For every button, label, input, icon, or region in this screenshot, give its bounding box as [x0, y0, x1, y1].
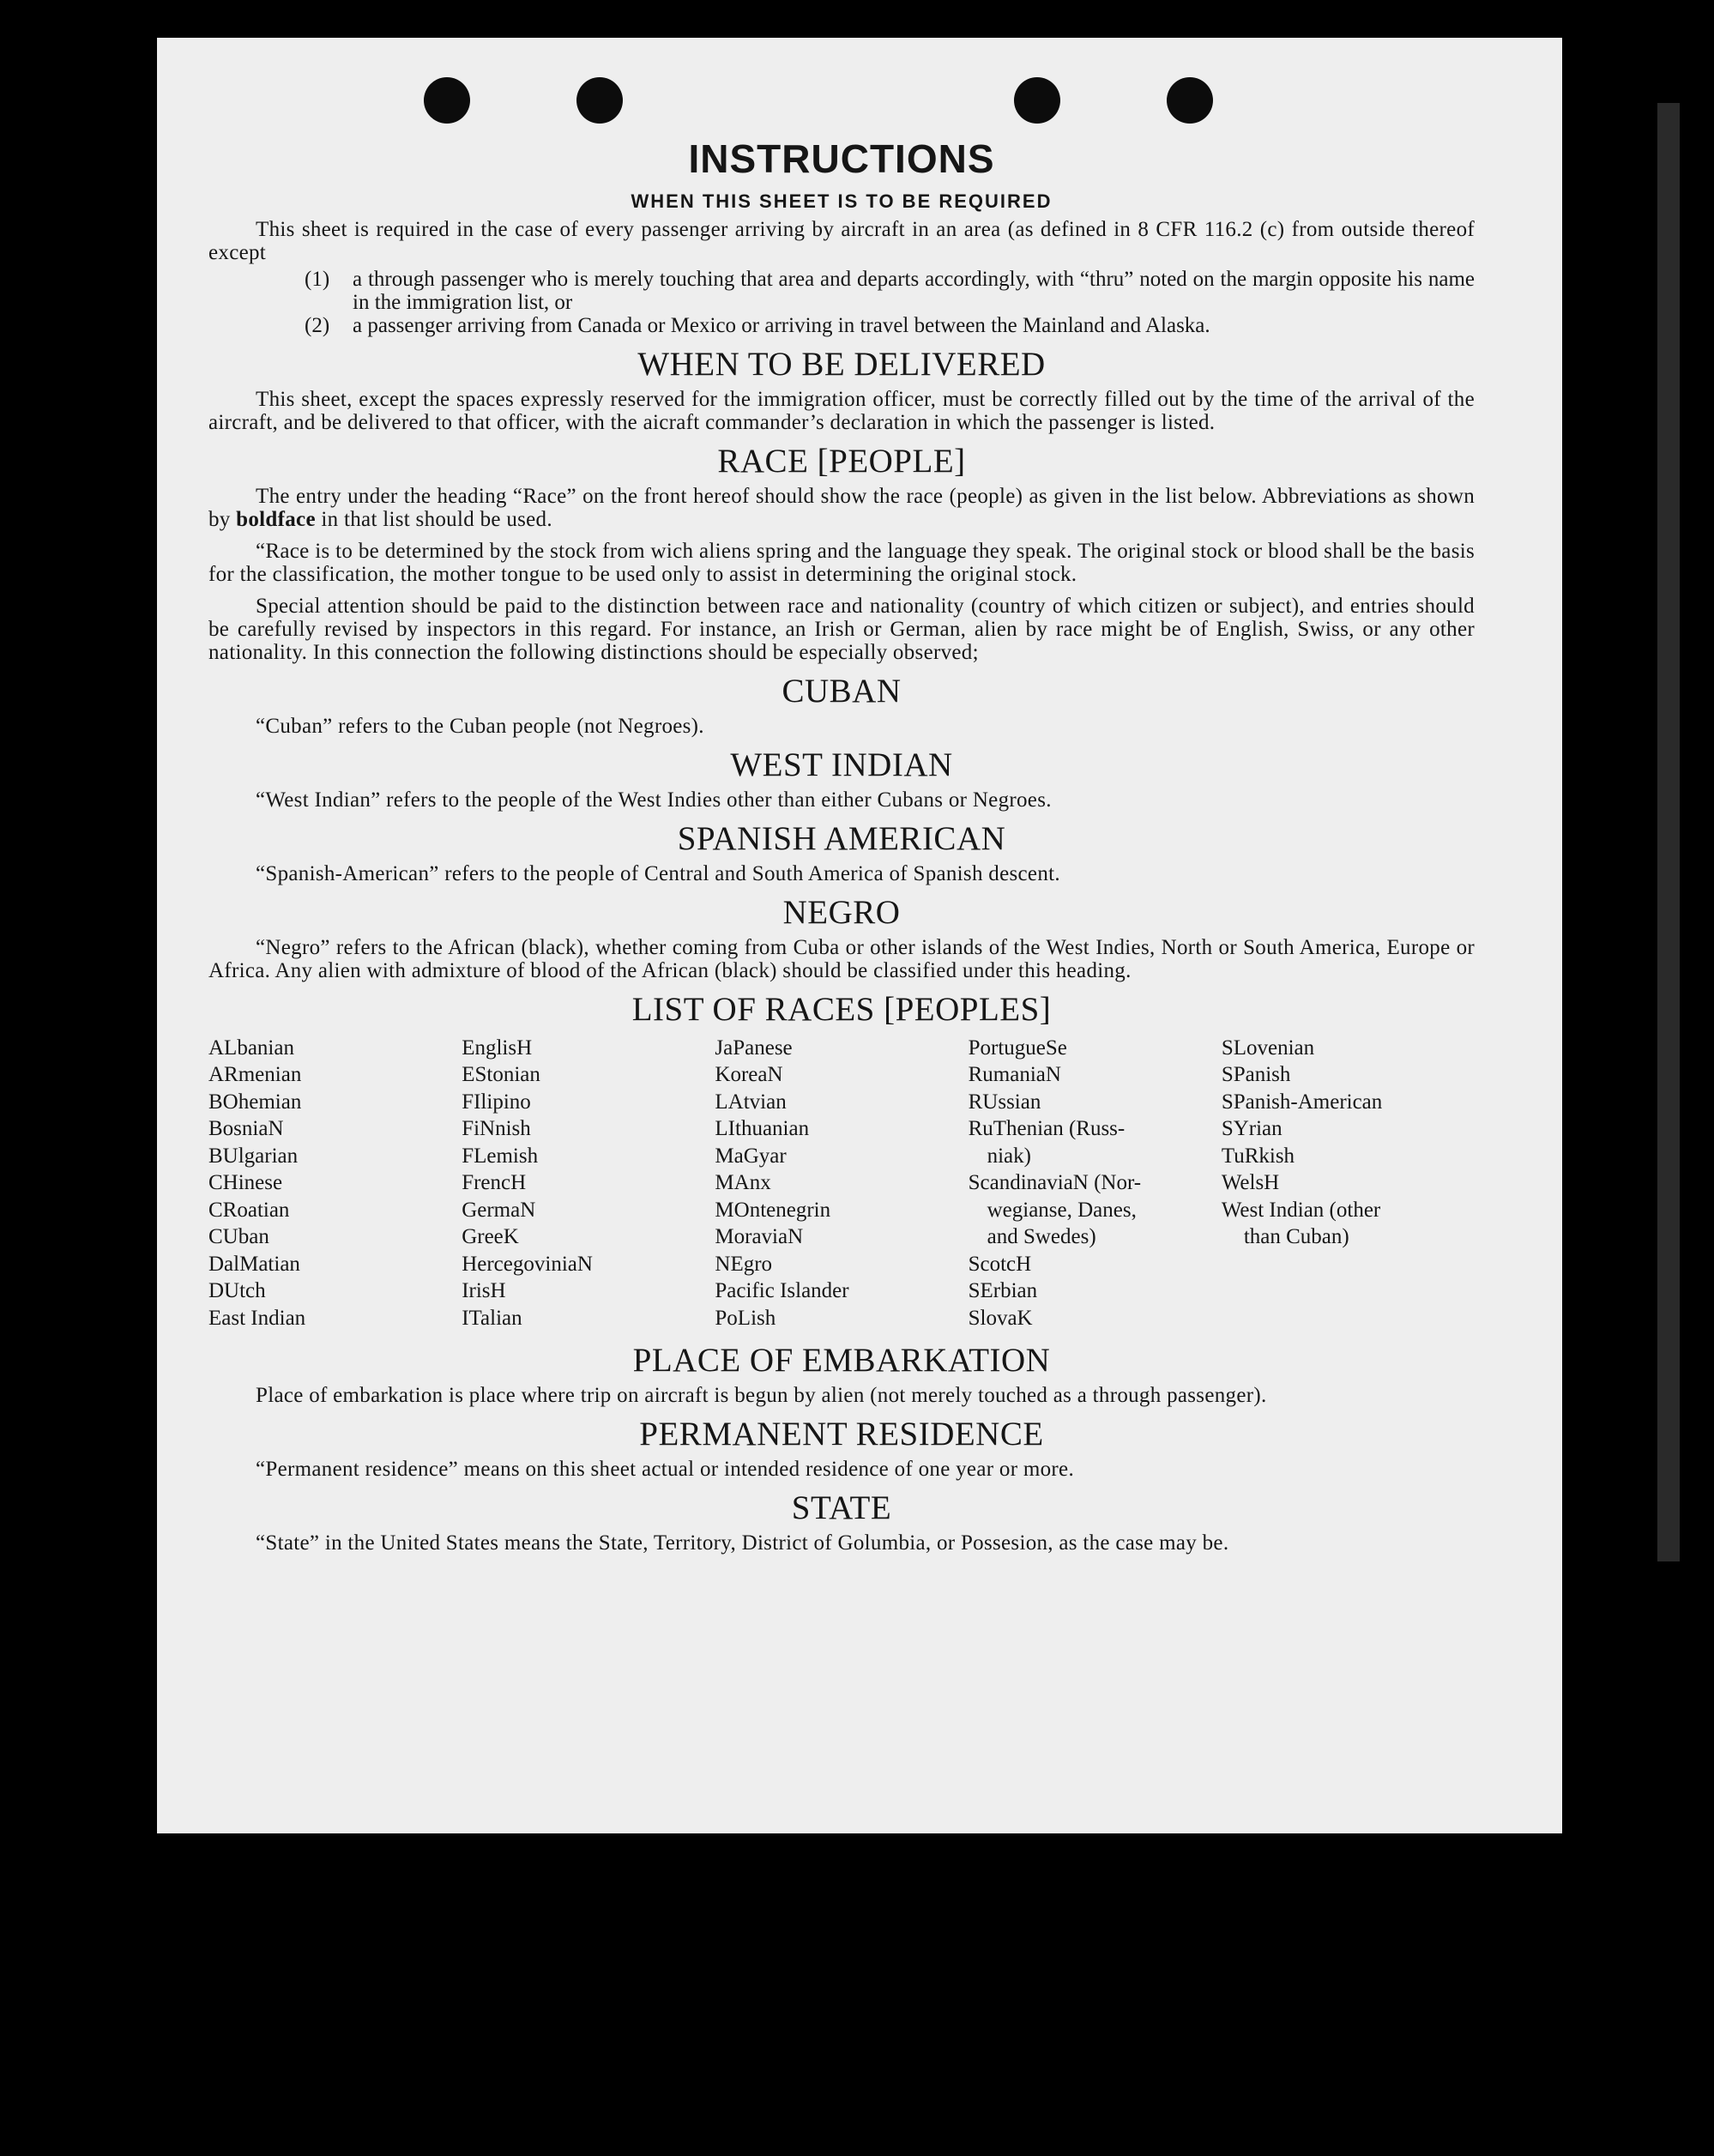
- punch-hole: [424, 77, 470, 124]
- race-entry: PortugueSe: [968, 1036, 1067, 1060]
- punch-hole: [1167, 77, 1213, 124]
- race-entry: JaPanese: [715, 1036, 793, 1060]
- race-column: [969, 1035, 1222, 1332]
- race-entry: DalMatian: [208, 1252, 300, 1276]
- race-entry: IrisH: [462, 1279, 506, 1303]
- race-entry: TuRkish: [1221, 1144, 1295, 1168]
- race-entry: RumaniaN: [968, 1063, 1061, 1087]
- exception-item: [305, 314, 1475, 337]
- document-sheet: [157, 38, 1562, 1833]
- race-text-bold: boldface: [236, 507, 316, 531]
- race-entry: SPanish: [1221, 1063, 1291, 1087]
- page-subtitle: WHEN THIS SHEET IS TO BE REQUIRED: [631, 190, 1053, 212]
- race-entry: BOhemian: [208, 1090, 302, 1114]
- race-entry: RUssian: [968, 1090, 1041, 1114]
- race-entry: ITalian: [462, 1306, 522, 1330]
- race-entry: GreeK: [462, 1225, 519, 1249]
- section-heading-state: STATE: [791, 1489, 892, 1526]
- race-entry: WelsH: [1221, 1171, 1280, 1195]
- section-heading-negro: NEGRO: [782, 893, 901, 931]
- exception-item: [305, 268, 1475, 314]
- race-text-after: in that list should be used.: [321, 507, 552, 531]
- race-entry-continued: niak): [987, 1144, 1031, 1168]
- section-heading-race: RACE [PEOPLE]: [717, 442, 966, 480]
- negro-paragraph: “Negro” refers to the African (black), whether coming from Cuba or other islands of the West Indies, North or South America, Europe or Africa. Any alien with admixture of blood of the African (black) should be classified under this heading.: [208, 935, 1475, 982]
- state-paragraph: “State” in the United States means the State, Territory, District of Golumbia, or Possesion, as the case may be.: [256, 1531, 1229, 1555]
- embarkation-paragraph: Place of embarkation is place where trip on aircraft is begun by alien (not merely touched as a through passenger).: [256, 1384, 1267, 1407]
- race-entry: CRoatian: [208, 1198, 290, 1222]
- section-heading-residence: PERMANENT RESIDENCE: [639, 1416, 1044, 1452]
- delivered-paragraph: This sheet, except the spaces expressly reserved for the immigration officer, must be correctly filled out by the time of the arrival of the aircraft, and be delivered to that officer, with the aicraft commander’s declaration in which the passenger is listed.: [208, 387, 1475, 434]
- west-indian-paragraph: “West Indian” refers to the people of the West Indies other than either Cubans or Negroes.: [256, 788, 1052, 812]
- race-entry: Pacific Islander: [715, 1279, 849, 1303]
- exception-text: a through passenger who is merely touching that area and departs accordingly, with “thru” noted on the margin opposite his name in the immigration list, or: [353, 268, 1475, 314]
- race-entry: EnglisH: [462, 1036, 533, 1060]
- spanish-american-paragraph: “Spanish-American” refers to the people of Central and South America of Spanish descent.: [256, 861, 1060, 885]
- race-entry: HercegoviniaN: [462, 1252, 593, 1276]
- race-entry: MAnx: [715, 1171, 771, 1195]
- race-entry-continued: and Swedes): [987, 1225, 1096, 1249]
- race-column: [715, 1035, 968, 1332]
- race-entry: SPanish-American: [1221, 1090, 1383, 1114]
- race-entry: FrencH: [462, 1171, 527, 1195]
- race-entry: KoreaN: [715, 1063, 783, 1087]
- cuban-paragraph: “Cuban” refers to the Cuban people (not Negroes).: [256, 714, 704, 738]
- exception-number: (2): [305, 314, 330, 337]
- exception-number: (1): [305, 268, 330, 291]
- punch-hole: [576, 77, 623, 124]
- race-entry: CHinese: [208, 1171, 283, 1195]
- race-entry: West Indian (other: [1221, 1198, 1381, 1222]
- punch-hole: [1014, 77, 1060, 124]
- section-heading-west-indian: WEST INDIAN: [730, 746, 953, 783]
- race-entry: EStonian: [462, 1063, 540, 1087]
- race-entry-continued: wegianse, Danes,: [987, 1198, 1137, 1222]
- residence-paragraph: “Permanent residence” means on this sheet actual or intended residence of one year or more.: [256, 1457, 1074, 1481]
- race-entry: PoLish: [715, 1306, 776, 1330]
- race-entry: RuThenian (Russ-: [968, 1117, 1126, 1141]
- race-entry: MoraviaN: [715, 1225, 804, 1249]
- race-paragraph-2: “Race is to be determined by the stock from wich aliens spring and the language they speak. The original stock or blood shall be the basis for the classification, the mother tongue to be used only to assist in determining the original stock.: [208, 539, 1475, 586]
- race-entry: MOntenegrin: [715, 1198, 831, 1222]
- race-entry-continued: than Cuban): [1243, 1225, 1349, 1249]
- race-entry: GermaN: [462, 1198, 536, 1222]
- race-paragraph-1: [208, 485, 1475, 531]
- section-heading-delivered: WHEN TO BE DELIVERED: [637, 346, 1046, 383]
- race-column: [1222, 1035, 1475, 1332]
- race-entry: ScandinaviaN (Nor-: [968, 1171, 1142, 1195]
- race-entry: ARmenian: [208, 1063, 302, 1087]
- section-heading-cuban: CUBAN: [782, 672, 902, 710]
- race-entry: FIlipino: [462, 1090, 531, 1114]
- race-entry: LIthuanian: [715, 1117, 810, 1141]
- race-entry: MaGyar: [715, 1144, 787, 1168]
- section-heading-embarkation: PLACE OF EMBARKATION: [632, 1342, 1051, 1380]
- race-entry: BUlgarian: [208, 1144, 299, 1168]
- page-title: INSTRUCTIONS: [688, 136, 995, 181]
- race-entry: SlovaK: [968, 1306, 1033, 1330]
- race-list: [208, 1035, 1475, 1332]
- race-entry: ALbanian: [208, 1036, 294, 1060]
- section-heading-list-of-races: LIST OF RACES [PEOPLES]: [631, 990, 1052, 1028]
- race-entry: NEgro: [715, 1252, 773, 1276]
- race-paragraph-3: Special attention should be paid to the distinction between race and nationality (country of which citizen or subject), and entries should be carefully revised by inspectors in this regard. For instance, an Irish or German, alien by race might be of English, Swiss, or any other nationality. In this connection the following distinctions should be especially observed;: [208, 594, 1475, 664]
- race-entry: CUban: [208, 1225, 269, 1249]
- instructions-content: [208, 136, 1475, 1563]
- race-column: [208, 1035, 462, 1332]
- race-entry: BosniaN: [208, 1117, 284, 1141]
- race-entry: FLemish: [462, 1144, 539, 1168]
- race-entry: East Indian: [208, 1306, 306, 1330]
- race-entry: SYrian: [1221, 1117, 1282, 1141]
- race-entry: ScotcH: [968, 1252, 1032, 1276]
- scan-edge: [1657, 103, 1680, 1561]
- intro-paragraph: This sheet is required in the case of every passenger arriving by aircraft in an area (as defined in 8 CFR 116.2 (c) from outside thereof except: [208, 218, 1475, 264]
- race-entry: SLovenian: [1221, 1036, 1315, 1060]
- race-text-before: The entry under the heading “Race” on the front hereof should show the race (people) as given in the list below. Abbreviations as shown by: [208, 484, 1475, 531]
- race-entry: DUtch: [208, 1279, 266, 1303]
- race-entry: LAtvian: [715, 1090, 787, 1114]
- exception-text: a passenger arriving from Canada or Mexico or arriving in travel between the Mainland and Alaska.: [353, 314, 1210, 337]
- race-entry: SErbian: [968, 1279, 1038, 1303]
- race-entry: FiNnish: [462, 1117, 531, 1141]
- race-column: [462, 1035, 715, 1332]
- section-heading-spanish-american: SPANISH AMERICAN: [677, 819, 1006, 857]
